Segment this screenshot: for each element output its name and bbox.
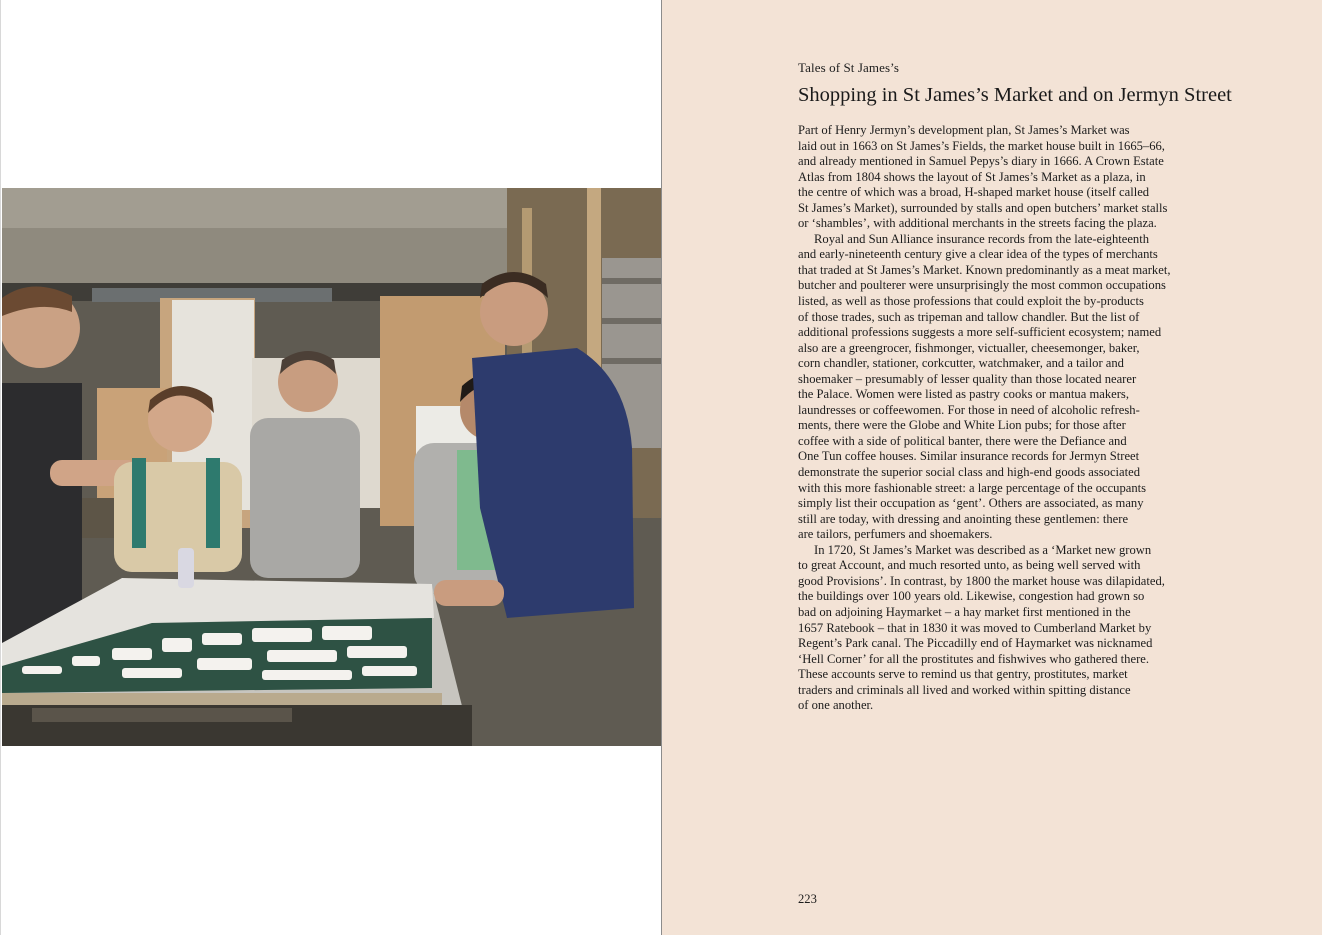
body-text [798, 123, 1228, 714]
text-line: shoemaker – presumably of lesser quality than those located nearer [798, 371, 1137, 386]
text-line: laundresses or coffeewomen. For those in need of alcoholic refresh- [798, 402, 1140, 417]
right-page [662, 0, 1322, 935]
text-line: the centre of which was a broad, H-shaped market house (itself called [798, 185, 1150, 200]
text-line: of one another. [798, 698, 874, 713]
text-line: the Palace. Women were listed as pastry cooks or mantua makers, [798, 387, 1129, 402]
text-line: laid out in 1663 on St James’s Fields, the market house built in 1665–66, [798, 138, 1165, 153]
text-line: also are a greengrocer, fishmonger, victualler, cheesemonger, baker, [798, 340, 1140, 355]
text-line: One Tun coffee houses. Similar insurance records for Jermyn Street [798, 449, 1140, 464]
running-head: Tales of St James’s [798, 60, 900, 75]
text-line: and early-nineteenth century give a clear idea of the types of merchants [798, 247, 1158, 262]
text-line: simply list their occupation as ‘gent’. Others are associated, as many [798, 496, 1144, 511]
text-line: coffee with a side of political banter, there were the Defiance and [798, 433, 1127, 448]
text-line: and already mentioned in Samuel Pepys’s diary in 1666. A Crown Estate [798, 154, 1164, 169]
text-line: are tailors, perfumers and shoemakers. [798, 527, 993, 542]
text-line: or ‘shambles’, with additional merchants in the streets facing the plaza. [798, 216, 1157, 231]
text-line: Royal and Sun Alliance insurance records from the late-eighteenth [814, 231, 1150, 246]
paragraph-3 [798, 543, 1228, 714]
text-line: butcher and poulterer were unsurprisingly the most common occupations [798, 278, 1166, 293]
text-line: ‘Hell Corner’ for all the prostitutes and fishwives who gathered there. [798, 651, 1150, 666]
paragraph-1 [798, 123, 1228, 232]
workshop-photo [2, 188, 662, 746]
text-line: Atlas from 1804 shows the layout of St James’s Market as a plaza, in [798, 169, 1146, 184]
text-line: bad on adjoining Haymarket – a hay market first mentioned in the [798, 604, 1131, 619]
text-line: Part of Henry Jermyn’s development plan, St James’s Market was [798, 123, 1130, 137]
text-line: additional professions suggests a more self-sufficient ecosystem; named [798, 325, 1162, 340]
text-line: ments, there were the Globe and White Lion pubs; for those after [798, 418, 1126, 433]
text-line: demonstrate the superior social class and high-end goods associated [798, 465, 1141, 480]
paragraph-2 [798, 232, 1228, 543]
text-line: of those trades, such as tripeman and tallow chandler. But the list of [798, 309, 1140, 324]
text-line: 1657 Ratebook – that in 1830 it was moved to Cumberland Market by [798, 620, 1152, 635]
text-line: Regent’s Park canal. The Piccadilly end of Haymarket was nicknamed [798, 636, 1153, 651]
text-line: listed, as well as those professions that could exploit the by-products [798, 294, 1144, 309]
text-line: good Provisions’. In contrast, by 1800 the market house was dilapidated, [798, 573, 1165, 588]
text-line: with this more fashionable street: a large percentage of the occupants [798, 480, 1147, 495]
text-line: that traded at St James’s Market. Known predominantly as a meat market, [798, 262, 1171, 277]
chapter-title: Shopping in St James’s Market and on Jermyn Street [798, 84, 1232, 106]
text-line: St James’s Market), surrounded by stalls and open butchers’ market stalls [798, 200, 1168, 215]
text-line: still are today, with dressing and anointing these gentlemen: there [798, 511, 1129, 526]
text-line: These accounts serve to remind us that gentry, prostitutes, market [798, 667, 1128, 682]
text-line: In 1720, St James’s Market was described as a ‘Market new grown [814, 542, 1152, 557]
text-line: traders and criminals all lived and worked within spitting distance [798, 682, 1131, 697]
text-line: corn chandler, stationer, corkcutter, watchmaker, and a tailor and [798, 356, 1124, 371]
text-line: to great Account, and much resorted unto, as being well served with [798, 558, 1141, 573]
page-number: 223 [798, 892, 817, 906]
text-line: the buildings over 100 years old. Likewise, congestion had grown so [798, 589, 1145, 604]
